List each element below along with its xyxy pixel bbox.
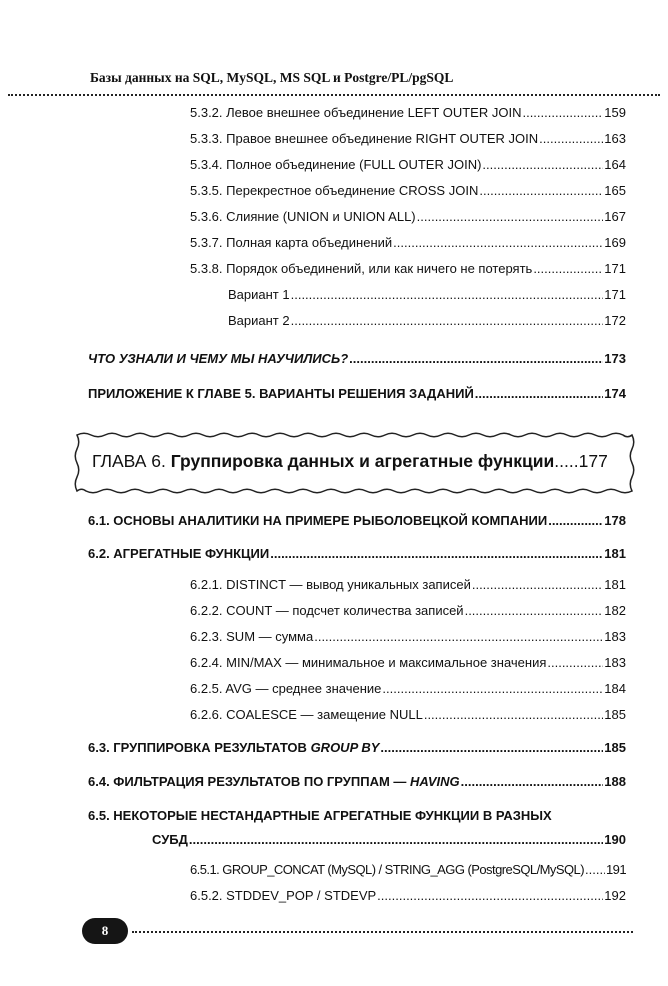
leader-dots	[472, 577, 603, 592]
leader-dots	[461, 774, 604, 789]
toc-entry[interactable]	[190, 862, 626, 880]
leader-dots	[393, 235, 603, 250]
toc-section-entry[interactable]	[88, 546, 626, 564]
toc-entry[interactable]	[190, 655, 626, 673]
chapter-prefix: ГЛАВА 6.	[92, 451, 166, 471]
toc-entry[interactable]	[190, 707, 626, 725]
toc-entry-label: СУБД	[152, 832, 188, 847]
toc-entry-page: 190	[604, 832, 626, 847]
chapter-heading	[92, 451, 608, 472]
toc-appendix-entry[interactable]	[88, 386, 626, 404]
toc-entry-label: 6.5. НЕКОТОРЫЕ НЕСТАНДАРТНЫЕ АГРЕГАТНЫЕ ФУНКЦИИ В РАЗНЫХ	[88, 808, 552, 823]
leader-dots	[479, 183, 603, 198]
toc-entry[interactable]	[190, 629, 626, 647]
toc-entry-page: 171	[604, 287, 626, 302]
toc-entry-page: 171	[604, 261, 626, 276]
leader-dots	[585, 862, 605, 877]
toc-entry[interactable]	[190, 235, 626, 253]
toc-entry[interactable]	[190, 261, 626, 279]
toc-entry-label: Вариант 2	[228, 313, 290, 328]
toc-entry-label	[88, 774, 460, 789]
toc-section-entry-line1[interactable]	[88, 808, 626, 826]
toc-entry-label: 6.2.1. DISTINCT — вывод уникальных записей	[190, 577, 471, 592]
page-number-badge: 8	[82, 918, 128, 944]
leader-dots	[382, 681, 603, 696]
leader-dots	[291, 287, 604, 302]
toc-entry-label: 6.2.4. MIN/MAX — минимальное и максимальное значения	[190, 655, 547, 670]
toc-entry-page: 165	[604, 183, 626, 198]
toc-entry-page: 181	[604, 577, 626, 592]
toc-entry-label: 6.2.5. AVG — среднее значение	[190, 681, 382, 696]
toc-entry-page: 174	[604, 386, 626, 401]
toc-entry[interactable]	[190, 603, 626, 621]
toc-entry-page: 188	[604, 774, 626, 789]
toc-entry-page: 185	[604, 707, 626, 722]
toc-entry-page: 172	[604, 313, 626, 328]
leader-dots	[475, 386, 604, 401]
toc-summary-entry[interactable]	[88, 351, 626, 369]
toc-entry-label: 6.2.6. COALESCE — замещение NULL	[190, 707, 423, 722]
leader-dots	[377, 888, 603, 903]
leader-dots	[417, 209, 604, 224]
footer-dotted-rule	[132, 931, 633, 933]
leader-dots	[349, 351, 603, 366]
toc-entry-label: 5.3.5. Перекрестное объединение CROSS JOIN	[190, 183, 479, 198]
chapter-title: Группировка данных и агрегатные функции	[170, 451, 555, 471]
toc-entry-page: 185	[604, 740, 626, 755]
toc-entry-page: 167	[604, 209, 626, 224]
toc-entry-page: 184	[604, 681, 626, 696]
leader-dots	[533, 261, 603, 276]
toc-entry-label: 5.3.3. Правое внешнее объединение RIGHT OUTER JOIN	[190, 131, 539, 146]
toc-entry-label: 6.2.3. SUM — сумма	[190, 629, 314, 644]
toc-entry[interactable]	[190, 888, 626, 906]
leader-dots	[380, 740, 603, 755]
toc-entry-page: 169	[604, 235, 626, 250]
toc-entry-page: 181	[604, 546, 626, 561]
toc-entry-label: 5.3.6. Слияние (UNION и UNION ALL)	[190, 209, 416, 224]
toc-entry-page: 183	[604, 655, 626, 670]
toc-entry-page: 173	[604, 351, 626, 366]
leader-dots	[522, 105, 603, 120]
chapter-dots: .....	[554, 451, 579, 471]
section-prefix: 6.3. ГРУППИРОВКА РЕЗУЛЬТАТОВ	[88, 740, 307, 755]
chapter-heading-box[interactable]	[72, 430, 637, 496]
toc-entry-label: Вариант 1	[228, 287, 290, 302]
toc-entry-page: 182	[604, 603, 626, 618]
leader-dots	[314, 629, 603, 644]
toc-entry-label: 6.5.2. STDDEV_POP / STDEVP	[190, 888, 377, 903]
leader-dots	[548, 513, 603, 528]
toc-section-entry[interactable]	[88, 513, 626, 531]
toc-entry[interactable]	[190, 209, 626, 227]
toc-entry-page: 178	[604, 513, 626, 528]
leader-dots	[291, 313, 604, 328]
leader-dots	[482, 157, 603, 172]
leader-dots	[547, 655, 603, 670]
toc-section-entry-line2[interactable]	[152, 832, 626, 850]
toc-entry[interactable]	[228, 313, 626, 331]
toc-entry-page: 163	[604, 131, 626, 146]
toc-section-entry[interactable]	[88, 774, 626, 792]
toc-entry[interactable]	[228, 287, 626, 305]
toc-entry-page: 191	[605, 862, 626, 877]
header-dotted-rule	[8, 94, 660, 96]
leader-dots	[270, 546, 603, 561]
toc-entry-label: 5.3.4. Полное объединение (FULL OUTER JOIN)	[190, 157, 482, 172]
toc-entry-label: 6.2. АГРЕГАТНЫЕ ФУНКЦИИ	[88, 546, 270, 561]
toc-entry-label: 6.2.2. COUNT — подсчет количества записей	[190, 603, 464, 618]
leader-dots	[189, 832, 603, 847]
toc-entry-page: 159	[604, 105, 626, 120]
chapter-page: 177	[578, 451, 608, 471]
toc-entry[interactable]	[190, 157, 626, 175]
toc-entry[interactable]	[190, 105, 626, 123]
leader-dots	[424, 707, 603, 722]
leader-dots	[465, 603, 604, 618]
toc-entry-label: 5.3.8. Порядок объединений, или как ничего не потерять	[190, 261, 533, 276]
toc-entry-label: 6.5.1. GROUP_CONCAT (MySQL) / STRING_AGG (PostgreSQL/MySQL)	[190, 862, 584, 877]
toc-entry[interactable]	[190, 183, 626, 201]
running-header: Базы данных на SQL, MySQL, MS SQL и Postgre/PL/pgSQL	[90, 70, 454, 85]
toc-entry[interactable]	[190, 681, 626, 699]
toc-entry-label	[88, 740, 379, 755]
toc-entry-label: 5.3.2. Левое внешнее объединение LEFT OUTER JOIN	[190, 105, 522, 120]
toc-entry-page: 192	[604, 888, 626, 903]
section-keyword: HAVING	[410, 774, 460, 789]
toc-entry-page: 164	[604, 157, 626, 172]
toc-entry-label: ПРИЛОЖЕНИЕ К ГЛАВЕ 5. ВАРИАНТЫ РЕШЕНИЯ ЗАДАНИЙ	[88, 386, 474, 401]
leader-dots	[539, 131, 603, 146]
toc-entry-label: 5.3.7. Полная карта объединений	[190, 235, 393, 250]
toc-entry-label: ЧТО УЗНАЛИ И ЧЕМУ МЫ НАУЧИЛИСЬ?	[88, 351, 349, 366]
toc-entry-page: 183	[604, 629, 626, 644]
toc-entry[interactable]	[190, 131, 626, 149]
section-prefix: 6.4. ФИЛЬТРАЦИЯ РЕЗУЛЬТАТОВ ПО ГРУППАМ —	[88, 774, 407, 789]
toc-entry-label: 6.1. ОСНОВЫ АНАЛИТИКИ НА ПРИМЕРЕ РЫБОЛОВЕЦКОЙ КОМПАНИИ	[88, 513, 548, 528]
toc-entry[interactable]	[190, 577, 626, 595]
section-keyword: GROUP BY	[310, 740, 380, 755]
toc-section-entry[interactable]	[88, 740, 626, 758]
